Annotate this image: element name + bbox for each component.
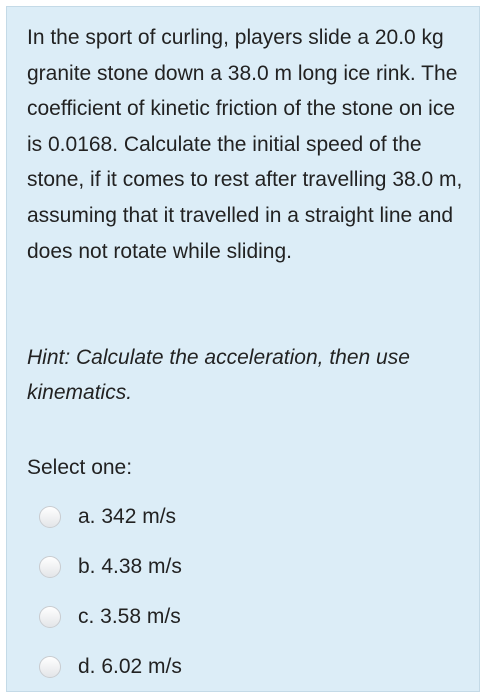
hint-text: Hint: Calculate the acceleration, then use kinematics.: [27, 346, 410, 404]
option-b-radio[interactable]: [39, 556, 61, 578]
option-b[interactable]: [39, 542, 459, 592]
option-c-radio[interactable]: [39, 606, 61, 628]
option-b-label[interactable]: b. 4.38 m/s: [78, 555, 182, 578]
question-text: In the sport of curling, players slide a 20.0 kg granite stone down a 38.0 m long ice rink. The coefficient of kinetic friction of the stone on ice is 0.0168. Calculate the initial speed of the stone, if it comes to rest after travelling 38.0 m, assuming that it travelled in a straight line and does not rotate while sliding.: [27, 26, 463, 263]
answer-options: [39, 492, 459, 692]
option-d-radio[interactable]: [39, 656, 61, 678]
option-a-radio[interactable]: [39, 506, 61, 528]
question-panel: [6, 6, 480, 692]
option-c[interactable]: [39, 592, 459, 642]
option-c-label[interactable]: c. 3.58 m/s: [78, 605, 181, 628]
option-d-label[interactable]: d. 6.02 m/s: [78, 655, 182, 678]
option-d[interactable]: [39, 642, 459, 692]
select-one-label: Select one:: [27, 456, 133, 479]
option-a-label[interactable]: a. 342 m/s: [78, 505, 177, 528]
option-a[interactable]: [39, 492, 459, 542]
